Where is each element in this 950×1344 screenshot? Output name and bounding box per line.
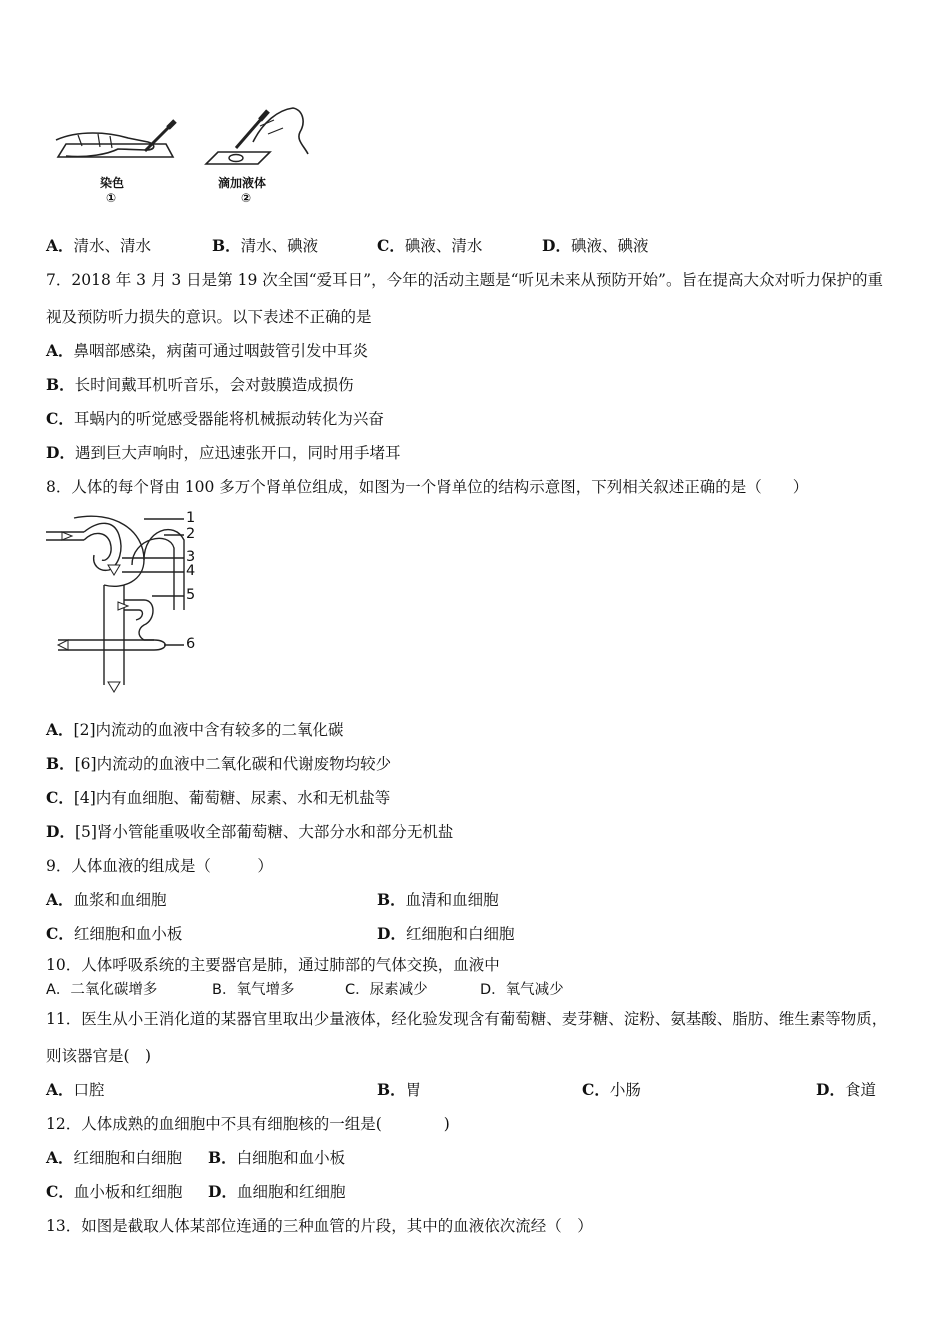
- figure-caption-1: 染色: [100, 176, 125, 190]
- q6-option-d[interactable]: D．碘液、碘液: [542, 236, 649, 255]
- nephron-diagram: [44, 510, 214, 700]
- nephron-label-1: 1: [186, 510, 196, 526]
- figure-caption-2: 滴加液体: [218, 176, 267, 190]
- q12-option-a[interactable]: A．红细胞和白细胞: [46, 1148, 183, 1167]
- nephron-label-6: 6: [186, 636, 196, 652]
- q8-option-b[interactable]: B．[6]内流动的血液中二氧化碳和代谢废物均较少: [46, 754, 392, 773]
- figure-number-1: ①: [106, 191, 117, 205]
- nephron-label-3: 3: [186, 549, 196, 565]
- q7-stem-line2: 视及预防听力损失的意识。以下表述不正确的是: [46, 308, 372, 326]
- q10-stem: 10．人体呼吸系统的主要器官是肺，通过肺部的气体交换，血液中: [46, 956, 500, 974]
- q8-option-c[interactable]: C．[4]内有血细胞、葡萄糖、尿素、水和无机盐等: [46, 788, 391, 807]
- q9-stem: 9．人体血液的组成是（ ）: [46, 857, 273, 875]
- staining-figure: [48, 102, 318, 212]
- q8-option-a[interactable]: A．[2]内流动的血液中含有较多的二氧化碳: [46, 720, 344, 739]
- nephron-label-5: 5: [186, 587, 196, 603]
- q11-stem-line2: 则该器官是( ): [46, 1047, 152, 1065]
- q12-option-d[interactable]: D．血细胞和红细胞: [208, 1182, 346, 1201]
- q10-option-b[interactable]: B．氧气增多: [212, 982, 295, 998]
- q10-option-a[interactable]: A．二氧化碳增多: [46, 982, 158, 998]
- q7-option-b[interactable]: B．长时间戴耳机听音乐，会对鼓膜造成损伤: [46, 375, 354, 394]
- nephron-label-2: 2: [186, 526, 196, 542]
- q9-option-d[interactable]: D．红细胞和白细胞: [377, 924, 515, 943]
- q12-option-b[interactable]: B．白细胞和血小板: [208, 1148, 346, 1167]
- q10-option-c[interactable]: C．尿素减少: [345, 982, 428, 998]
- q9-option-c[interactable]: C．红细胞和血小板: [46, 924, 183, 943]
- q10-option-d[interactable]: D．氧气减少: [480, 982, 564, 998]
- q6-option-c[interactable]: C．碘液、清水: [377, 236, 483, 255]
- q7-option-c[interactable]: C．耳蜗内的听觉感受器能将机械振动转化为兴奋: [46, 409, 384, 428]
- q7-stem-line1: 7．2018 年 3 月 3 日是第 19 次全国“爱耳日”，今年的活动主题是“听见未来从预防开始”。旨在提高大众对听力保护的重: [46, 271, 883, 289]
- staining-drawing-icon: [48, 102, 318, 212]
- q9-option-b[interactable]: B．血清和血细胞: [377, 890, 499, 909]
- q11-option-c[interactable]: C．小肠: [582, 1080, 641, 1099]
- nephron-label-4: 4: [186, 563, 196, 579]
- q13-stem: 13．如图是截取人体某部位连通的三种血管的片段，其中的血液依次流经（ ）: [46, 1217, 593, 1235]
- q6-option-a[interactable]: A．清水、清水: [46, 236, 152, 255]
- q8-stem: 8．人体的每个肾由 100 多万个肾单位组成，如图为一个肾单位的结构示意图，下列相关叙述正确的是（ ）: [46, 478, 809, 496]
- q6-option-b[interactable]: B．清水、碘液: [212, 236, 319, 255]
- q11-option-d[interactable]: D．食道: [816, 1080, 876, 1099]
- q7-option-a[interactable]: A．鼻咽部感染，病菌可通过咽鼓管引发中耳炎: [46, 341, 369, 360]
- figure-number-2: ②: [241, 191, 252, 205]
- q11-option-a[interactable]: A．口腔: [46, 1080, 105, 1099]
- q9-option-a[interactable]: A．血浆和血细胞: [46, 890, 167, 909]
- q11-option-b[interactable]: B．胃: [377, 1080, 422, 1099]
- q12-option-c[interactable]: C．血小板和红细胞: [46, 1182, 183, 1201]
- q11-stem-line1: 11．医生从小王消化道的某器官里取出少量液体，经化验发现含有葡萄糖、麦芽糖、淀粉、氨基酸、脂肪、维生素等物质，: [46, 1010, 888, 1028]
- q8-option-d[interactable]: D．[5]肾小管能重吸收全部葡萄糖、大部分水和部分无机盐: [46, 822, 454, 841]
- q12-stem: 12．人体成熟的血细胞中不具有细胞核的一组是( ): [46, 1115, 450, 1133]
- q7-option-d[interactable]: D．遇到巨大声响时，应迅速张开口，同时用手堵耳: [46, 443, 401, 462]
